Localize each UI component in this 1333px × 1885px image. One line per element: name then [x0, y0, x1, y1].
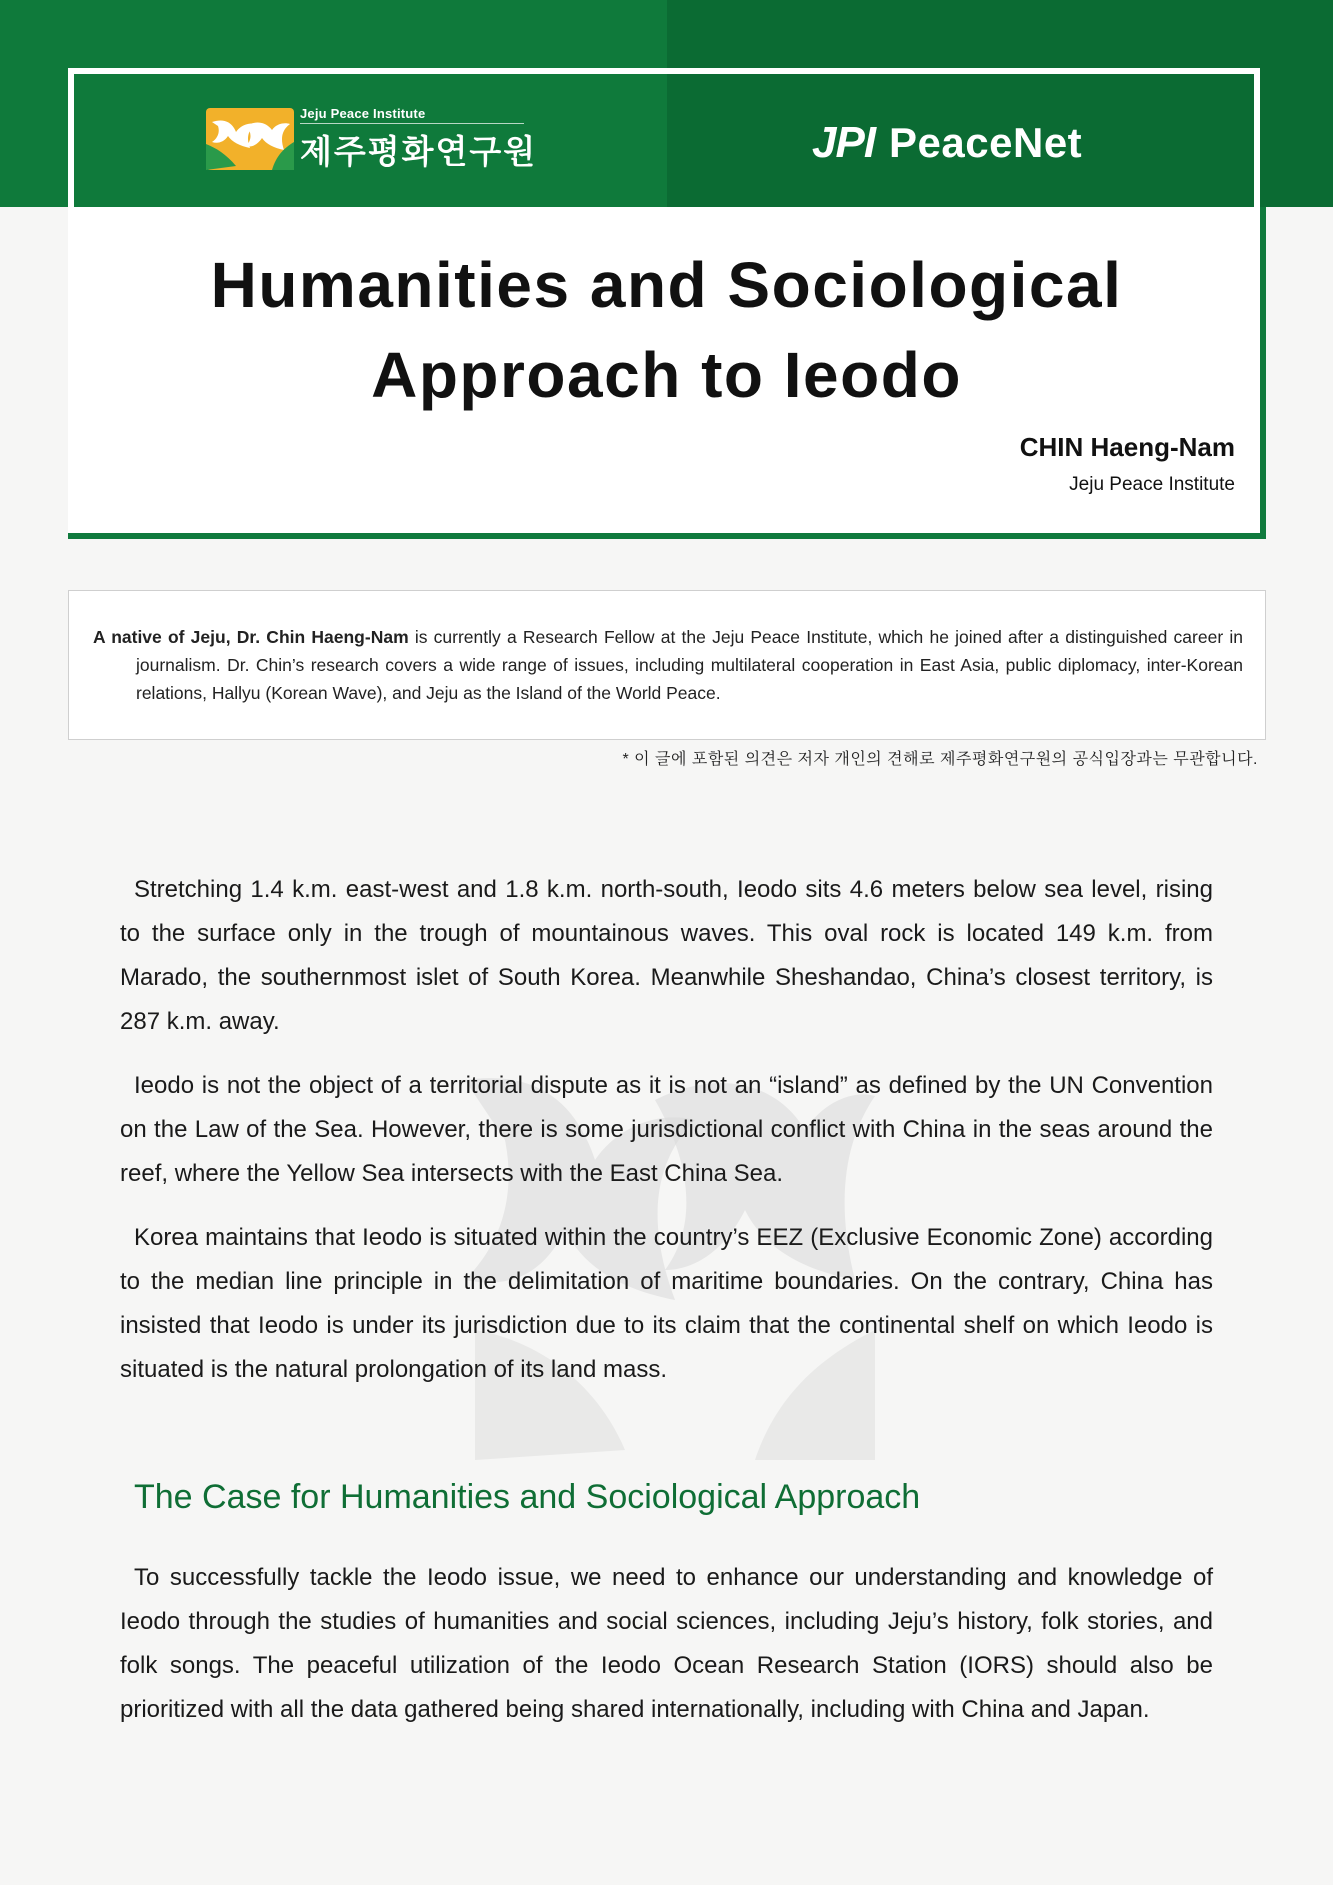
disclaimer-note: * 이 글에 포함된 의견은 저자 개인의 견해로 제주평화연구원의 공식입장과는 무관합니다. — [622, 751, 1258, 768]
page-title: Humanities and Sociological Approach to Ieodo — [210, 249, 1123, 411]
dove-logo-icon — [206, 108, 294, 170]
author-affiliation: Jeju Peace Institute — [1069, 474, 1235, 495]
logo-korean-name: 제주평화연구원 — [300, 132, 538, 170]
author-name: CHIN Haeng-Nam — [1019, 432, 1235, 462]
bio-text: is currently a Research Fellow at the Jeju Peace Institute, which he joined after a distinguished career in journalism. Dr. Chin’s research covers a wide range of issues, including multilateral cooperation in East Asia, public diplomacy, inter-Korean relations, Hallyu (Korean Wave), and Jeju as the Island of the World Peace. — [136, 627, 1243, 703]
jpi-peacenet-logo[interactable] — [812, 118, 1082, 168]
peacenet-logo-text: PeaceNet — [889, 119, 1083, 166]
author-bio-box — [68, 590, 1266, 740]
jeju-peace-institute-logo[interactable] — [206, 105, 538, 170]
author-bio — [93, 623, 1243, 707]
body-paragraph: Stretching 1.4 k.m. east-west and 1.8 k.m. north-south, Ieodo sits 4.6 meters below sea level, rising to the surface only in the trough of mountainous waves. This oval rock is located 149 k.m. from Marado, the southernmost islet of South Korea. Meanwhile Sheshandao, China’s closest territory, is 287 k.m. away. — [120, 876, 1213, 1035]
section-heading: The Case for Humanities and Sociological Approach — [134, 1478, 921, 1516]
body-paragraph: Ieodo is not the object of a territorial dispute as it is not an “island” as defined by the UN Convention on the Law of the Sea. However, there is some jurisdictional conflict with China in the seas around the reef, where the Yellow Sea intersects with the East China Sea. — [120, 1072, 1213, 1187]
jpi-logo-mark: JPI — [812, 118, 876, 167]
logo-english-name: Jeju Peace Institute — [300, 106, 524, 124]
bio-author-name: A native of Jeju, Dr. Chin Haeng-Nam — [93, 627, 409, 647]
body-paragraph: To successfully tackle the Ieodo issue, we need to enhance our understanding and knowledge of Ieodo through the studies of humanities and social sciences, including Jeju’s history, folk stories, and folk songs. The peaceful utilization of the Ieodo Ocean Research Station (IORS) should also be prioritized with all the data gathered being shared internationally, including with China and Japan. — [120, 1564, 1213, 1723]
body-paragraph: Korea maintains that Ieodo is situated within the country’s EEZ (Exclusive Economic Zone) according to the median line principle in the delimitation of maritime boundaries. On the contrary, China has insisted that Ieodo is under its jurisdiction due to its claim that the continental shelf on which Ieodo is situated is the natural prolongation of its land mass. — [120, 1224, 1213, 1383]
